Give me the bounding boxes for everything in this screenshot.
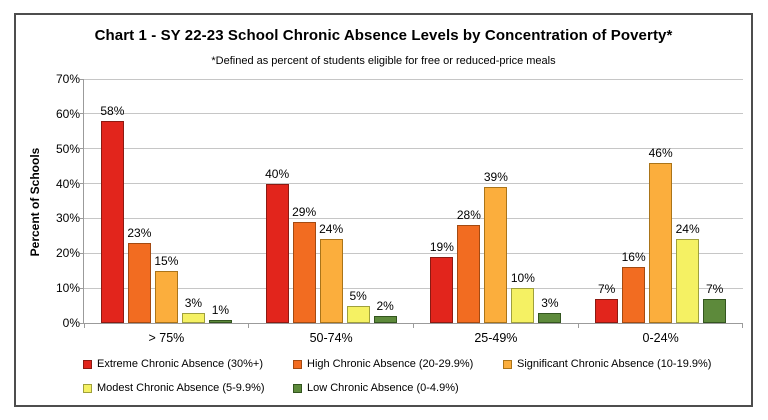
x-category-label: > 75%	[148, 331, 185, 345]
gridline	[84, 113, 743, 114]
legend-swatch	[503, 360, 512, 369]
x-axis-tick	[248, 323, 249, 328]
x-axis-tick	[742, 323, 743, 328]
x-category-label: 25-49%	[474, 331, 518, 345]
bar	[457, 225, 480, 323]
bar	[649, 163, 672, 323]
bar-value-label: 15%	[154, 253, 179, 268]
y-axis-tick	[80, 183, 84, 184]
bar-value-label: 24%	[319, 222, 344, 237]
bar-value-label: 7%	[705, 281, 724, 296]
bar	[538, 313, 561, 323]
x-axis-tick	[413, 323, 414, 328]
bar-value-label: 19%	[429, 239, 454, 254]
bar-value-label: 1%	[211, 302, 230, 317]
y-tick-label: 0%	[62, 316, 80, 330]
y-axis-tick	[80, 79, 84, 80]
bar-value-label: 16%	[621, 250, 646, 265]
legend-label: Extreme Chronic Absence (30%+)	[97, 358, 263, 370]
bar-value-label: 46%	[648, 145, 673, 160]
bar	[293, 222, 316, 323]
y-axis-tick	[80, 253, 84, 254]
legend-label: Modest Chronic Absence (5-9.9%)	[97, 382, 265, 394]
plot-area	[55, 72, 743, 345]
bar	[430, 257, 453, 323]
y-tick-label: 70%	[55, 72, 80, 86]
bar-value-label: 58%	[100, 103, 125, 118]
bar-value-label: 39%	[483, 170, 508, 185]
x-category-label: 50-74%	[309, 331, 353, 345]
bar-value-label: 40%	[265, 166, 290, 181]
legend-swatch	[293, 360, 302, 369]
x-axis-tick	[84, 323, 85, 328]
y-tick-label: 40%	[55, 176, 80, 191]
bar	[101, 121, 124, 323]
legend-label: Low Chronic Absence (0-4.9%)	[307, 382, 459, 394]
y-axis-title: Percent of Schools	[28, 147, 42, 257]
legend-swatch	[293, 384, 302, 393]
gridline	[84, 183, 743, 184]
legend-item	[293, 357, 473, 371]
legend-item	[83, 357, 263, 371]
bar-value-label: 7%	[597, 281, 616, 296]
chart-figure	[14, 13, 753, 407]
y-tick-label: 60%	[55, 106, 80, 121]
bar	[374, 316, 397, 323]
y-tick-label: 10%	[55, 281, 80, 296]
bar	[484, 187, 507, 323]
bar-value-label: 2%	[376, 299, 394, 314]
y-axis-tick	[80, 113, 84, 114]
bar-value-label: 3%	[184, 295, 203, 310]
bar	[703, 299, 726, 323]
legend-swatch	[83, 360, 92, 369]
gridline	[84, 218, 743, 219]
chart-title: Chart 1 - SY 22-23 School Chronic Absence Levels by Concentration of Poverty*	[94, 27, 673, 44]
bar-value-label: 5%	[349, 288, 367, 303]
gridline	[84, 79, 743, 80]
bar	[595, 299, 618, 323]
bar	[622, 267, 645, 323]
legend-item	[83, 381, 265, 395]
x-axis-tick	[578, 323, 579, 328]
y-axis-tick	[80, 218, 84, 219]
bar-value-label: 28%	[456, 208, 481, 223]
bar	[320, 239, 343, 323]
chart-subtitle: *Defined as percent of students eligible for free or reduced-price meals	[211, 55, 556, 67]
y-axis-tick	[80, 288, 84, 289]
bar-value-label: 3%	[541, 295, 559, 310]
bar-value-label: 29%	[292, 204, 317, 219]
bar-value-label: 23%	[127, 225, 152, 240]
bar-value-label: 10%	[510, 271, 535, 286]
legend-item	[503, 357, 711, 371]
bar-value-label: 24%	[675, 222, 700, 237]
y-tick-label: 30%	[55, 211, 80, 226]
legend-swatch	[83, 384, 92, 393]
legend-label: High Chronic Absence (20-29.9%)	[307, 358, 474, 370]
x-category-label: 0-24%	[642, 331, 679, 345]
legend-item	[293, 381, 459, 395]
bar	[209, 320, 232, 323]
y-tick-label: 50%	[55, 141, 80, 156]
y-tick-label: 20%	[55, 246, 80, 261]
y-axis-tick	[80, 148, 84, 149]
legend-label: Significant Chronic Absence (10-19.9%)	[517, 358, 712, 370]
